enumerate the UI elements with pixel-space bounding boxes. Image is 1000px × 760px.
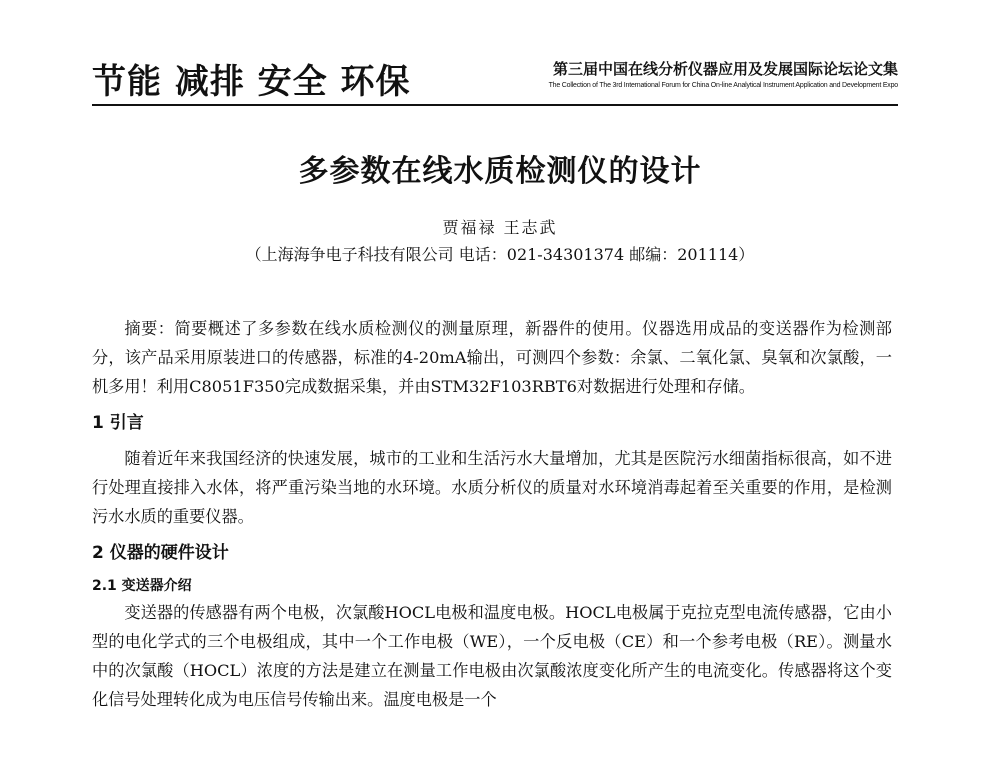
paper-body — [92, 314, 892, 714]
paper-affiliation: （上海海争电子科技有限公司 电话：021-34301374 邮编：201114） — [245, 245, 755, 264]
collection-title-cn: 第三届中国在线分析仪器应用及发展国际论坛论文集 — [552, 60, 898, 78]
page-header — [92, 48, 898, 106]
section-heading-intro: 1 引言 — [92, 413, 144, 433]
subsection-heading-transmitter: 2.1 变送器介绍 — [92, 578, 192, 594]
intro-paragraph: 随着近年来我国经济的快速发展，城市的工业和生活污水大量增加，尤其是医院污水细菌指标很高，如不进行处理直接排入水体，将严重污染当地的水环境。水质分析仪的质量对水环境消毒起着至关重要的作用，是检测污水水质的重要仪器。 — [92, 449, 892, 526]
paper-title: 多参数在线水质检测仪的设计 — [298, 154, 702, 189]
abstract: 摘要：简要概述了多参数在线水质检测仪的测量原理，新器件的使用。仪器选用成品的变送器作为检测部分，该产品采用原装进口的传感器，标准的4-20mA输出，可测四个参数：余氯、二氧化氯、臭氧和次氯酸，一机多用！利用C8051F350完成数据采集，并由STM32F103RBT6对数据进行处理和存储。 — [92, 319, 892, 396]
collection-title-en: The Collection of The 3rd International Forum for China On-line Analytical Instrument Application and Development Expo — [548, 82, 898, 89]
paper-authors: 贾福禄 王志武 — [442, 218, 558, 237]
section-heading-hardware: 2 仪器的硬件设计 — [92, 543, 229, 563]
header-slogan: 节能 减排 安全 环保 — [92, 62, 411, 102]
transmitter-paragraph: 变送器的传感器有两个电极，次氯酸HOCL电极和温度电极。HOCL电极属于克拉克型电流传感器，它由小型的电化学式的三个电极组成，其中一个工作电极（WE），一个反电极（CE）和一个参考电极（RE）。测量水中的次氯酸（HOCL）浓度的方法是建立在测量工作电极由次氯酸浓度变化所产生的电流变化。传感器将这个变化信号处理转化成为电压信号传输出来。温度电极是一个 — [92, 603, 892, 709]
